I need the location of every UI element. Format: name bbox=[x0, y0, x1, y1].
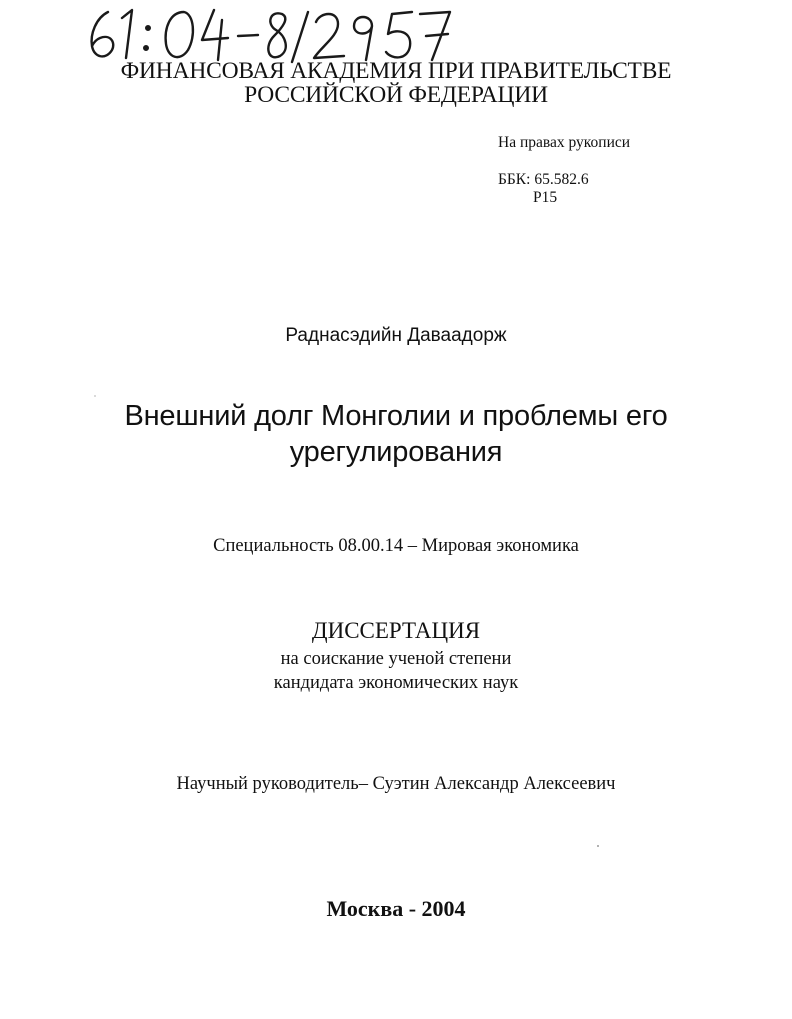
scientific-supervisor: Научный руководитель– Суэтин Александр Алексеевич bbox=[176, 774, 616, 794]
scan-speck bbox=[94, 395, 96, 397]
manuscript-rights-note: На правах рукописи bbox=[498, 134, 631, 151]
dissertation-title-line-2: урегулирования bbox=[289, 436, 503, 468]
institution-line-1: ФИНАНСОВАЯ АКАДЕМИЯ ПРИ ПРАВИТЕЛЬСТВЕ bbox=[120, 58, 672, 84]
scan-speck bbox=[597, 845, 599, 847]
degree-line-2: кандидата экономических наук bbox=[273, 673, 519, 693]
dissertation-title-line-1: Внешний долг Монголии и проблемы его bbox=[124, 400, 668, 432]
bbk-classification: ББК: 65.582.6 bbox=[498, 171, 589, 188]
city-and-year: Москва - 2004 bbox=[326, 896, 466, 921]
bbk-author-code: Р15 bbox=[533, 189, 558, 206]
institution-line-2: РОССИЙСКОЙ ФЕДЕРАЦИИ bbox=[244, 82, 548, 108]
document-type-heading: ДИССЕРТАЦИЯ bbox=[311, 618, 481, 643]
author-name: Раднасэдийн Даваадорж bbox=[285, 325, 507, 346]
specialty: Специальность 08.00.14 – Мировая экономика bbox=[213, 536, 579, 556]
degree-line-1: на соискание ученой степени bbox=[280, 649, 512, 669]
